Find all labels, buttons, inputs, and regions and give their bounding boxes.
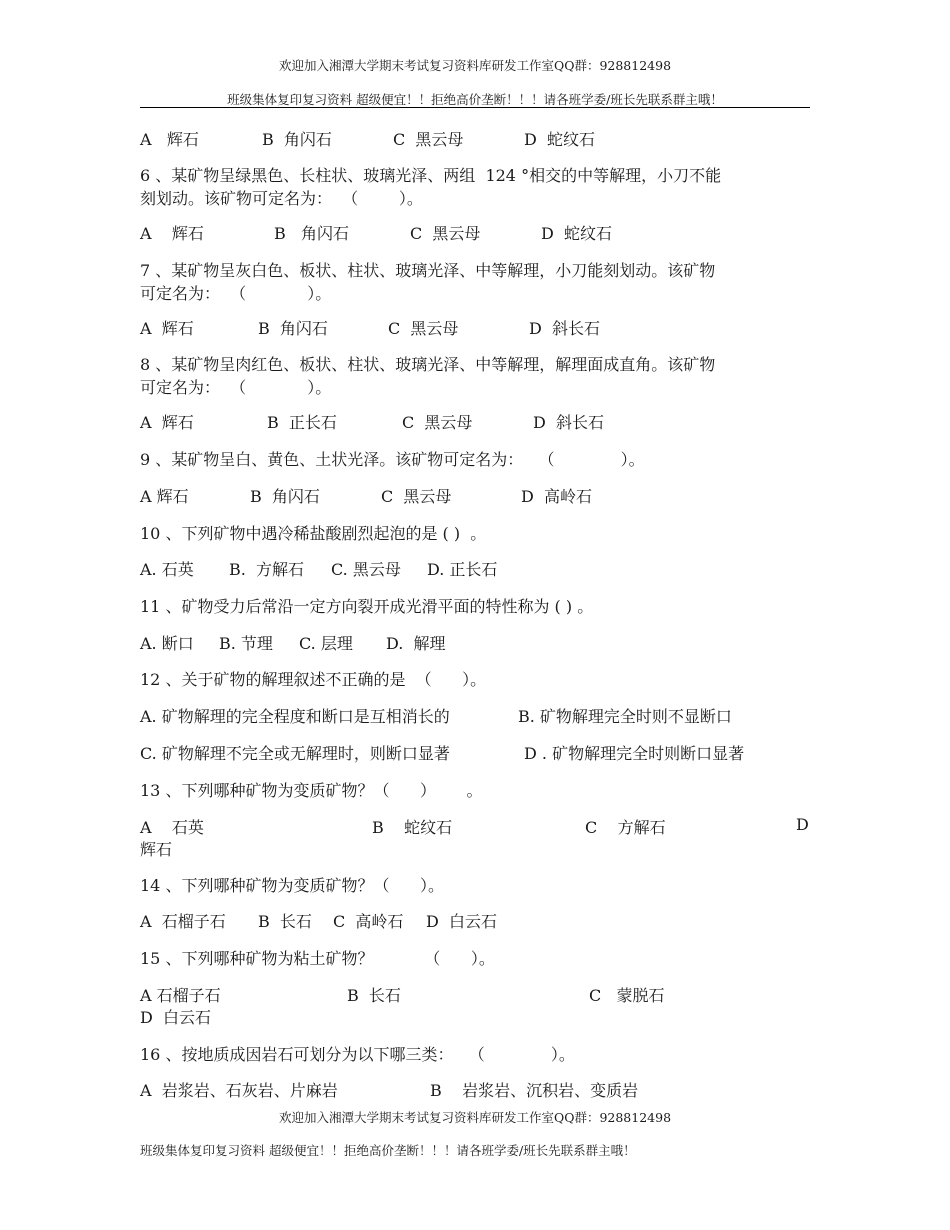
q5-option-d: D 蛇纹石 <box>524 130 596 149</box>
q12-option-d: D . 矿物解理完全时则断口显著 <box>524 744 745 763</box>
q8-text-line-2: 可定名为： （ ）。 <box>140 378 332 397</box>
q5-option-a: A 辉石 <box>140 130 199 149</box>
q10-text-line-1: 10 、下列矿物中遇冷稀盐酸剧烈起泡的是 ( ) 。 <box>140 524 487 543</box>
q9-option-d: D 高岭石 <box>521 487 593 506</box>
q10-option-b: B. 方解石 <box>229 560 305 579</box>
q5-option-c: C 黑云母 <box>393 130 464 149</box>
q10-option-c: C. 黑云母 <box>331 560 401 579</box>
q14-option-a: A 石榴子石 <box>140 912 226 931</box>
q16-option-a: A 岩浆岩、石灰岩、片麻岩 <box>140 1081 338 1100</box>
q6-option-a: A 辉石 <box>140 224 204 243</box>
q6-text-line-1: 6 、某矿物呈绿黑色、长柱状、玻璃光泽、两组 124 °相交的中等解理，小刀不能 <box>140 166 722 185</box>
q15-option-c: C 蒙脱石 <box>589 986 665 1005</box>
q13-option-a: A 石英 <box>140 818 204 837</box>
q13-text-line-1: 13 、下列哪种矿物为变质矿物？（ ） 。 <box>140 781 483 800</box>
header-line-1: 欢迎加入湘潭大学期末考试复习资料库研发工作室QQ群：928812498 <box>278 58 672 73</box>
q16-option-b: B 岩浆岩、沉积岩、变质岩 <box>430 1081 639 1100</box>
q13-option-d-letter: D <box>796 815 809 834</box>
q5-option-b: B 角闪石 <box>262 130 332 149</box>
q14-option-c: C 高岭石 <box>333 912 404 931</box>
q7-option-d: D 斜长石 <box>529 319 601 338</box>
q15-text-line-1: 15 、下列哪种矿物为粘土矿物？ （ ）。 <box>140 949 495 968</box>
q14-text-line-1: 14 、下列哪种矿物为变质矿物？（ ）。 <box>140 876 444 895</box>
q13-option-c: C 方解石 <box>585 818 666 837</box>
q7-option-b: B 角闪石 <box>258 319 328 338</box>
q16-text-line-1: 16 、按地质成因岩石可划分为以下哪三类： （ ）。 <box>140 1045 575 1064</box>
q13-option-b: B 蛇纹石 <box>372 818 453 837</box>
q11-option-b: B. 节理 <box>219 634 273 653</box>
q12-text-line-1: 12 、关于矿物的解理叙述不正确的是 （ ）。 <box>140 670 487 689</box>
q9-text-line-1: 9 、某矿物呈白、黄色、土状光泽。该矿物可定名为： （ ）。 <box>140 450 645 469</box>
q8-option-a: A 辉石 <box>140 413 194 432</box>
q9-option-b: B 角闪石 <box>250 487 320 506</box>
q11-text-line-1: 11 、矿物受力后常沿一定方向裂开成光滑平面的特性称为 ( ) 。 <box>140 597 594 616</box>
q12-option-c: C. 矿物解理不完全或无解理时，则断口显著 <box>140 744 450 763</box>
q14-option-b: B 长石 <box>258 912 312 931</box>
q14-option-d: D 白云石 <box>426 912 498 931</box>
q9-option-c: C 黑云母 <box>381 487 452 506</box>
q15-option-d: D 白云石 <box>140 1008 212 1027</box>
footer-line-1: 欢迎加入湘潭大学期末考试复习资料库研发工作室QQ群：928812498 <box>278 1110 672 1125</box>
q8-option-c: C 黑云母 <box>402 413 473 432</box>
q8-text-line-1: 8 、某矿物呈肉红色、板状、柱状、玻璃光泽、中等解理，解理面成直角。该矿物 <box>140 355 716 374</box>
header-line-2: 班级集体复印复习资料 超级便宜！！拒绝高价垄断！！！请各班学委/班长先联系群主哦！ <box>227 92 723 107</box>
q6-option-b: B 角闪石 <box>274 224 350 243</box>
q8-option-b: B 正长石 <box>267 413 337 432</box>
q9-option-a: A 辉石 <box>140 487 189 506</box>
q7-text-line-1: 7 、某矿物呈灰白色、板状、柱状、玻璃光泽、中等解理，小刀能刻划动。该矿物 <box>140 261 716 280</box>
q7-option-a: A 辉石 <box>140 319 194 338</box>
q10-option-d: D. 正长石 <box>427 560 498 579</box>
q8-option-d: D 斜长石 <box>533 413 605 432</box>
q10-option-a: A. 石英 <box>140 560 194 579</box>
q7-option-c: C 黑云母 <box>388 319 459 338</box>
header-rule <box>140 107 810 108</box>
q15-option-b: B 长石 <box>347 986 401 1005</box>
q6-option-c: C 黑云母 <box>410 224 481 243</box>
q6-text-line-2: 刻划动。该矿物可定名为： （ ）。 <box>140 189 423 208</box>
q6-option-d: D 蛇纹石 <box>541 224 613 243</box>
q11-option-d: D. 解理 <box>386 634 446 653</box>
q13-option-d-text: 辉石 <box>140 840 173 859</box>
q11-option-c: C. 层理 <box>299 634 353 653</box>
q12-option-a: A. 矿物解理的完全程度和断口是互相消长的 <box>140 707 450 726</box>
q12-option-b: B. 矿物解理完全时则不显断口 <box>518 707 732 726</box>
q15-option-a: A 石榴子石 <box>140 986 221 1005</box>
q7-text-line-2: 可定名为： （ ）。 <box>140 284 332 303</box>
q11-option-a: A. 断口 <box>140 634 194 653</box>
footer-line-2: 班级集体复印复习资料 超级便宜！！拒绝高价垄断！！！请各班学委/班长先联系群主哦！ <box>140 1143 636 1158</box>
